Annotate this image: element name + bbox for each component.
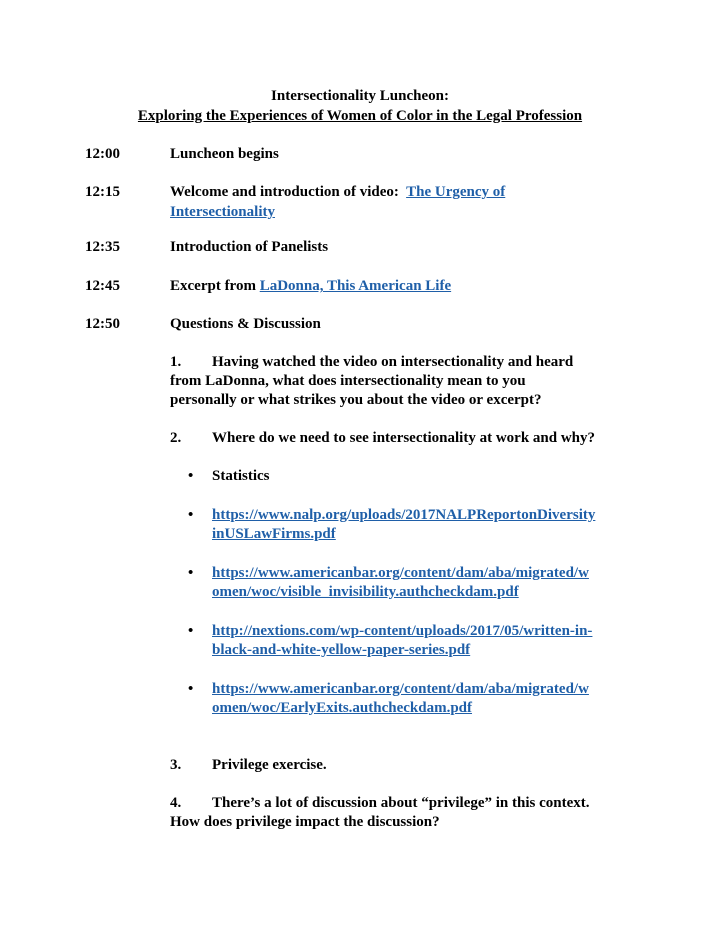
- question-3-number: 3.: [170, 757, 182, 773]
- bullet-statistics: Statistics: [212, 468, 270, 484]
- question-1-line3: personally or what strikes you about the video or excerpt?: [170, 392, 542, 408]
- agenda-item-questions: Questions & Discussion: [170, 316, 321, 332]
- question-2-number: 2.: [170, 430, 182, 446]
- visible-invisibility-link-cont[interactable]: omen/woc/visible_invisibility.authcheckdam.pdf: [212, 584, 519, 600]
- urgency-video-link-cont[interactable]: Intersectionality: [170, 204, 275, 220]
- agenda-item-luncheon: Luncheon begins: [170, 146, 279, 162]
- question-1-number: 1.: [170, 354, 182, 370]
- agenda-item-welcome-text: Welcome and introduction of video:: [170, 184, 399, 200]
- bullet-icon: •: [188, 681, 194, 697]
- ladonna-link[interactable]: LaDonna, This American Life: [259, 278, 452, 294]
- visible-invisibility-link[interactable]: https://www.americanbar.org/content/dam/aba/migrated/w: [212, 565, 589, 581]
- bullet-icon: •: [188, 507, 194, 523]
- question-4-line1: There’s a lot of discussion about “privilege” in this context.: [212, 795, 590, 811]
- question-4-number: 4.: [170, 795, 182, 811]
- agenda-time-1245: 12:45: [85, 278, 120, 294]
- agenda-item-excerpt: [170, 276, 451, 296]
- agenda-time-1250: 12:50: [85, 316, 120, 332]
- urgency-video-link[interactable]: The Urgency of: [406, 184, 506, 200]
- nalp-report-link-cont[interactable]: inUSLawFirms.pdf: [212, 526, 336, 542]
- bullet-icon: •: [188, 623, 194, 639]
- nalp-report-link[interactable]: https://www.nalp.org/uploads/2017NALPReportonDiversity: [212, 507, 596, 523]
- document-title: Intersectionality Luncheon:: [271, 88, 449, 104]
- document-subtitle: Exploring the Experiences of Women of Color in the Legal Profession: [137, 108, 583, 124]
- early-exits-link[interactable]: https://www.americanbar.org/content/dam/aba/migrated/w: [212, 681, 589, 697]
- agenda-item-excerpt-text: Excerpt from: [170, 278, 256, 294]
- agenda-item-welcome: [170, 182, 505, 202]
- bullet-icon: •: [188, 565, 194, 581]
- early-exits-link-cont[interactable]: omen/woc/EarlyExits.authcheckdam.pdf: [212, 700, 473, 716]
- question-1-line2: from LaDonna, what does intersectionality mean to you: [170, 373, 526, 389]
- bullet-icon: •: [188, 468, 194, 484]
- question-4-line2: How does privilege impact the discussion?: [170, 814, 440, 830]
- agenda-time-1235: 12:35: [85, 239, 120, 255]
- nextions-paper-link[interactable]: http://nextions.com/wp-content/uploads/2017/05/written-in-: [212, 623, 593, 639]
- question-1-line1: Having watched the video on intersectionality and heard: [212, 354, 574, 370]
- agenda-time-1215: 12:15: [85, 184, 120, 200]
- nextions-paper-link-cont[interactable]: black-and-white-yellow-paper-series.pdf: [212, 642, 471, 658]
- question-2-line1: Where do we need to see intersectionality at work and why?: [212, 430, 596, 446]
- agenda-item-panelists: Introduction of Panelists: [170, 239, 329, 255]
- question-3-line1: Privilege exercise.: [212, 757, 327, 773]
- agenda-time-1200: 12:00: [85, 146, 120, 162]
